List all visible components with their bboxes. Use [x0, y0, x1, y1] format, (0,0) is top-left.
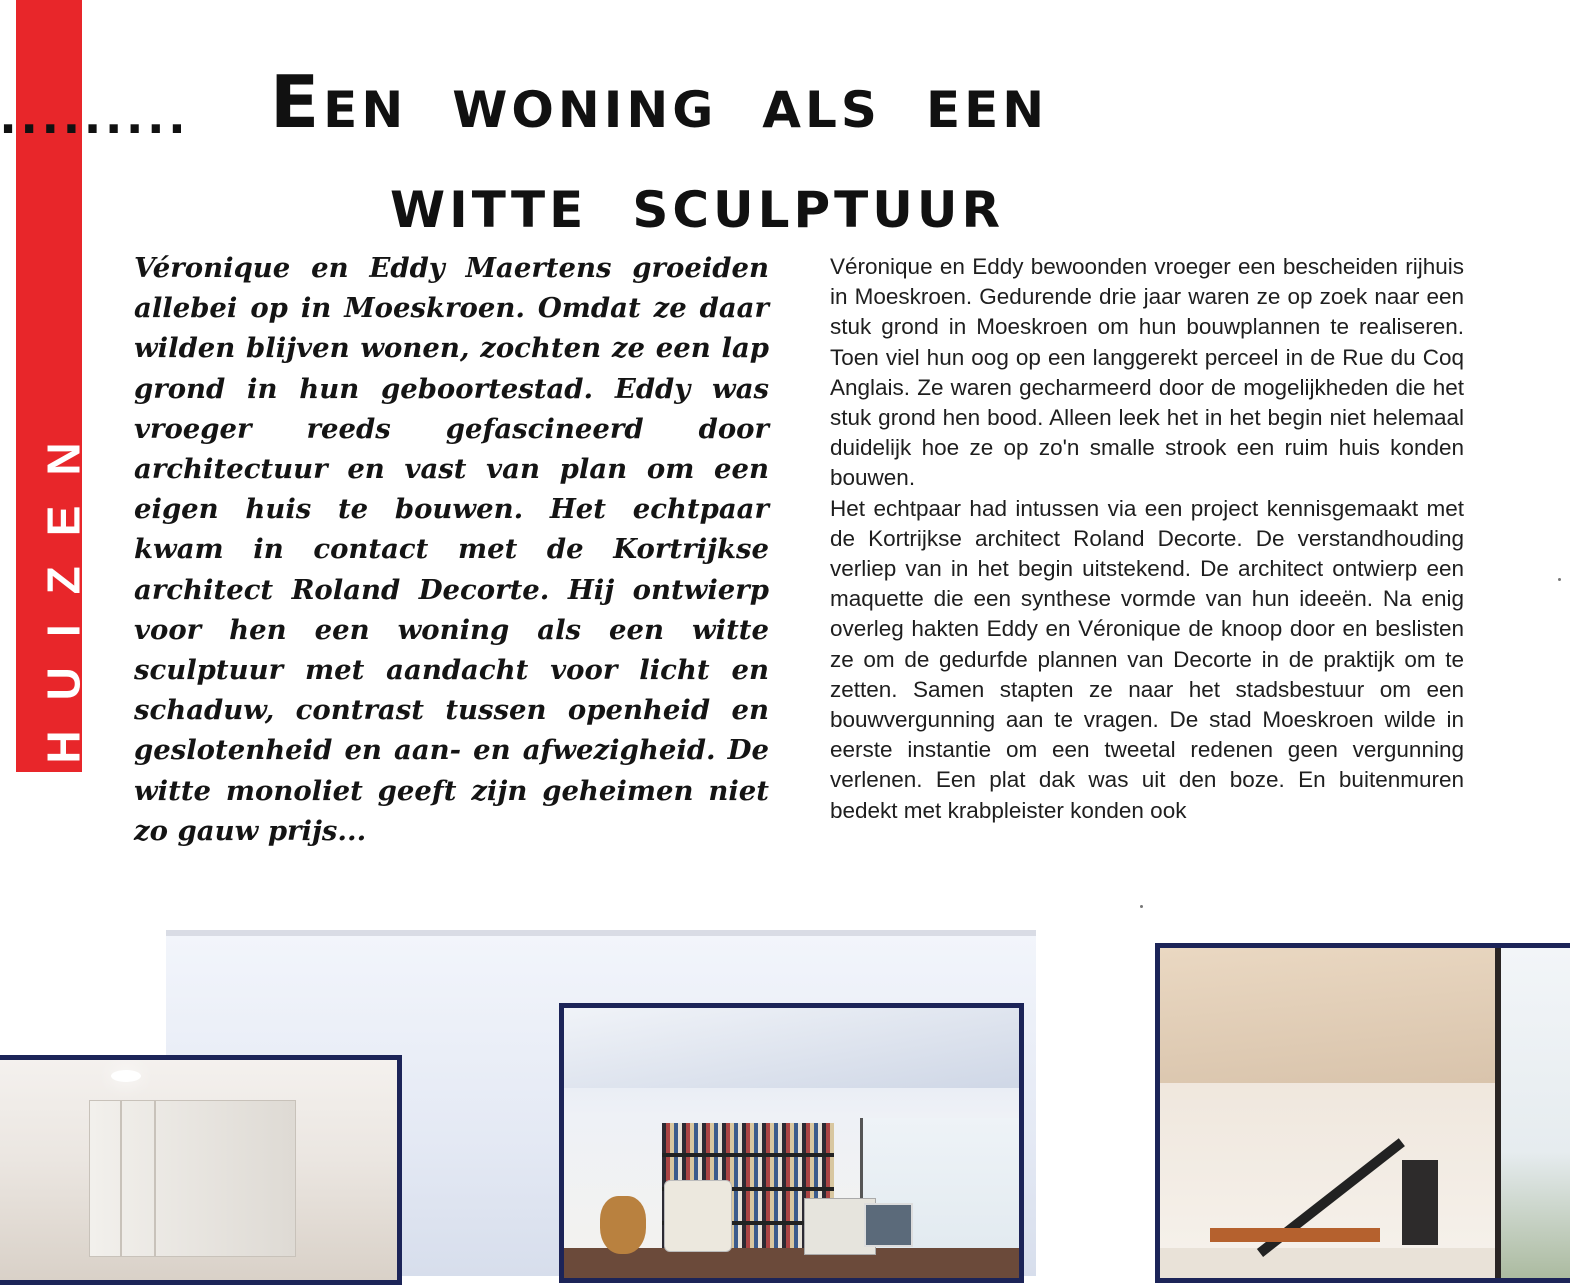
photo-bathroom: [0, 1055, 402, 1285]
teddy-bear: [600, 1196, 646, 1254]
headline-leader-dots: .........: [0, 81, 191, 146]
sewing-machine: [664, 1180, 732, 1252]
article-headline: [270, 52, 1400, 252]
section-label-text: HUIZEN: [38, 411, 91, 764]
print-speck: [1558, 578, 1561, 581]
article-body-column: [830, 252, 1464, 826]
body-paragraph: Véronique en Eddy bewoonden vroeger een bescheiden rijhuis in Moeskroen. Gedurende drie jaar waren ze op zoek naar een stuk grond in Moeskroen om hun bouwplannen te realiseren. Toen viel hun oog op een langgerekt perceel in de Rue du Coq Anglais. Ze waren gecharmeerd door de mogelijkheden die het stuk grond hen bood. Alleen leek het in het begin niet helemaal duidelijk hoe ze op zo'n smalle strook een ruim huis konden bouwen.: [830, 254, 1464, 491]
mirror-cabinet: [89, 1100, 296, 1257]
desk: [564, 1248, 1019, 1283]
dining-table: [1210, 1228, 1380, 1242]
body-paragraph: Het echtpaar had intussen via een project kennisgemaakt met de Kortrijkse architect Roland Decorte. De verstandhouding verliep van in het begin uitstekend. De architect ontwierp een maquette die een synthese vormde van hun ideeën. Na enig overleg hakten Eddy en Véronique de knoop door en beslisten ze om de gedurfde plannen van Decorte in de praktijk om te zetten. Samen stapten ze naar het stadsbestuur om een bouwvergunning aan te vragen. De stad Moeskroen wilde in eerste instantie om een tweetal redenen geen vergunning verlenen. Een plat dak was uit den boze. En buitenmuren bedekt met krabpleister konden ook: [830, 495, 1464, 823]
headline-line-1: Een woning als een: [270, 60, 1049, 144]
door: [1402, 1160, 1438, 1245]
photo-living-space: [1155, 943, 1570, 1283]
headline-line-2: witte sculptuur: [390, 160, 1004, 244]
computer-monitor: [864, 1203, 913, 1247]
glass-facade: [1495, 948, 1570, 1283]
section-label: [16, 410, 91, 765]
sloped-ceiling: [564, 1008, 1019, 1088]
print-speck: [1140, 905, 1143, 908]
article-intro: Véronique en Eddy Maertens groeiden allebei op in Moeskroen. Omdat ze daar wilden blijven wonen, zochten ze een lap grond in hun geboortestad. Eddy was vroeger reeds gefascineerd door architectuur en vast van plan om een eigen huis te bouwen. Het echtpaar kwam in contact met de Kortrijkse architect Roland Decorte. Hij ontwierp voor hen een woning als een witte sculptuur met aandacht voor licht en schaduw, contrast tussen openheid en geslotenheid en aan- en afwezigheid. De witte monoliet geeft zijn geheimen niet zo gauw prijs...: [134, 252, 769, 847]
photo-workroom: [559, 1003, 1024, 1283]
ceiling-light: [111, 1070, 141, 1082]
